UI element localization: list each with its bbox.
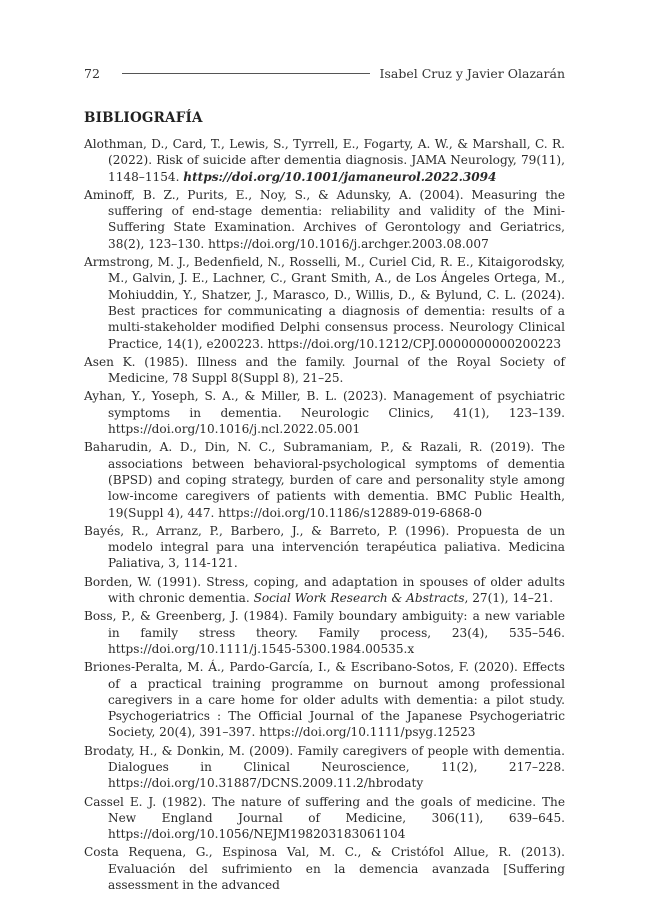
- reference-item: Briones-Peralta, M. Á., Pardo-García, I., & Escribano-Sotos, F. (2020). Effects of a practical training programme on burnout among professional caregivers in a care home for older adults with dementia: a pilot study. Psychogeriatrics : The Official Journal of the Japanese Psychogeriatric Society, 20(4), 391–397. https://doi.org/10.1111/psyg.12523: [84, 660, 565, 740]
- reference-item: Boss, P., & Greenberg, J. (1984). Family boundary ambiguity: a new variable in family stress theory. Family process, 23(4), 535–546. https://doi.org/10.1111/j.1545-5300.1984.00535.x: [84, 609, 565, 656]
- reference-item: Cassel E. J. (1982). The nature of suffering and the goals of medicine. The New England Journal of Medicine, 306(11), 639–645. https://doi.org/10.1056/NEJM198203183061104: [84, 794, 565, 842]
- header-author: Isabel Cruz y Javier Olazarán: [379, 65, 565, 81]
- reference-item: Ayhan, Y., Yoseph, S. A., & Miller, B. L. (2023). Management of psychiatric symptoms in dementia. Neurologic Clinics, 41(1), 123–139. https://doi.org/10.1016/j.ncl.2022.05.001: [84, 389, 565, 437]
- reference-item: Costa Requena, G., Espinosa Val, M. C., & Cristófol Allue, R. (2013). Evaluación del sufrimiento en la demencia avanzada [Suffering assessment in the advanced: [84, 845, 565, 893]
- header-rule: [122, 73, 370, 74]
- reference-item: Bayés, R., Arranz, P., Barbero, J., & Barreto, P. (1996). Propuesta de un modelo integral para una intervención terapéutica paliativa. Medicina Paliativa, 3, 114-121.: [84, 523, 565, 571]
- reference-item: Brodaty, H., & Donkin, M. (2009). Family caregivers of people with dementia. Dialogues in Clinical Neuroscience, 11(2), 217–228. https://doi.org/10.31887/DCNS.2009.11.2/hbrodaty: [84, 743, 565, 791]
- running-header: [84, 64, 565, 82]
- reference-item: Armstrong, M. J., Bedenfield, N., Rosselli, M., Curiel Cid, R. E., Kitaigorodsky, M., Galvin, J. E., Lachner, C., Grant Smith, A., de Los Ángeles Ortega, M., Mohiuddin, Y., Shatzer, J., Marasco, D., Willis, D., & Bylund, C. L. (2024). Best practices for communicating a diagnosis of dementia: results of a multi-stakeholder modified Delphi consensus process. Neurology Clinical Practice, 14(1), e200223. https://doi.org/10.1212/CPJ.0000000000200223: [84, 255, 565, 351]
- reference-item: Asen K. (1985). Illness and the family. Journal of the Royal Society of Medicine, 78 Suppl 8(Suppl 8), 21–25.: [84, 354, 565, 386]
- section-title: BIBLIOGRAFÍA: [84, 110, 203, 126]
- page-number: 72: [84, 65, 100, 81]
- reference-item: Aminoff, B. Z., Purits, E., Noy, S., & Adunsky, A. (2004). Measuring the suffering of end-stage dementia: reliability and validity of the Mini-Suffering State Examination. Archives of Gerontology and Geriatrics, 38(2), 123–130. https://doi.org/10.1016/j.archger.2003.08.007: [84, 187, 565, 251]
- reference-item: Alothman, D., Card, T., Lewis, S., Tyrrell, E., Fogarty, A. W., & Marshall, C. R. (2022). Risk of suicide after dementia diagnosis. JAMA Neurology, 79(11), 1148–1154. https://doi.org/10.1001/jamaneurol.2022.3094: [84, 137, 565, 184]
- reference-journal: Social Work Research & Abstracts: [253, 591, 465, 606]
- reference-doi[interactable]: https://doi.org/10.1001/jamaneurol.2022.3094: [183, 169, 497, 184]
- reference-item: Baharudin, A. D., Din, N. C., Subramaniam, P., & Razali, R. (2019). The associations between behavioral-psychological symptoms of dementia (BPSD) and coping strategy, burden of care and personality style among low-income caregivers of patients with dementia. BMC Public Health, 19(Suppl 4), 447. https://doi.org/10.1186/s12889-019-6868-0: [84, 440, 565, 520]
- reference-item: Borden, W. (1991). Stress, coping, and adaptation in spouses of older adults with chronic dementia. Social Work Research & Abstracts, 27(1), 14–21.: [84, 574, 565, 606]
- reference-list: [84, 136, 565, 895]
